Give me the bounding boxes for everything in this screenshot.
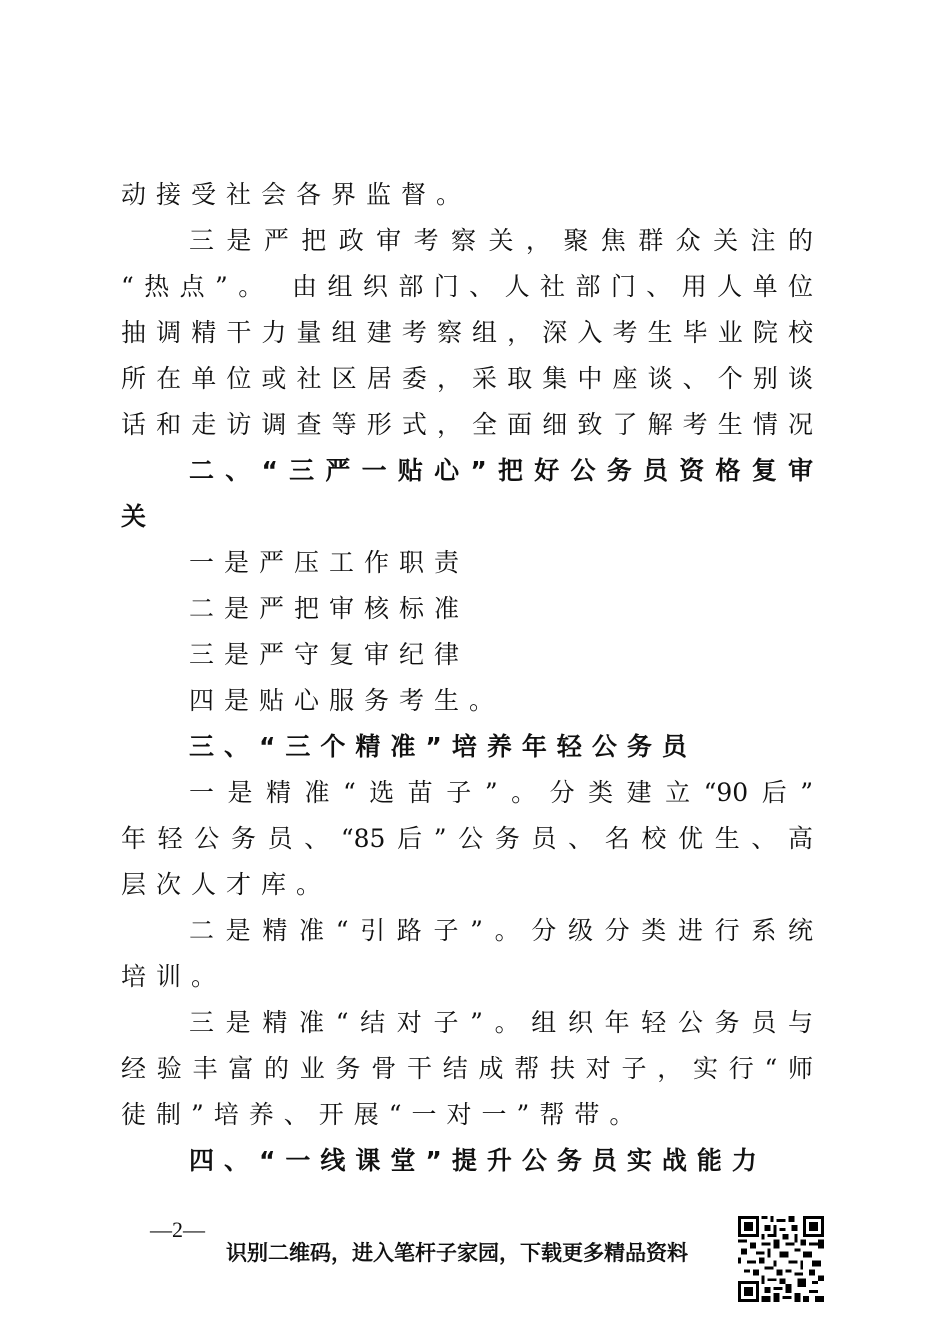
text-line-6: 话和走访调查等形式，全面细致了解考生情况 (121, 410, 813, 439)
text-line-19: 三是精准“结对子”。组织年轻公务员与 (189, 1008, 813, 1037)
section-heading-2: 二、“三严一贴心”把好公务员资格复审 (189, 456, 813, 485)
text-line-3: “热点”。 由组织部门、人社部门、用人单位 (121, 272, 813, 301)
text-line-18: 培训。 (121, 962, 227, 991)
text-line-2: 三是严把政审考察关，聚焦群众关注的 (189, 226, 813, 255)
text-line-12: 四是贴心服务考生。 (189, 686, 505, 715)
text-line-21: 徒制”培养、开展“一对一”帮带。 (121, 1100, 645, 1129)
text-line-14: 一是精准“选苗子”。分类建立“90后” (189, 778, 813, 807)
text-line-10: 二是严把审核标准 (189, 594, 470, 623)
text-line-1: 动接受社会各界监督。 (121, 180, 472, 209)
text-line-4: 抽调精干力量组建考察组，深入考生毕业院校 (121, 318, 813, 347)
text-line-11: 三是严守复审纪律 (189, 640, 470, 669)
text-line-9: 一是严压工作职责 (189, 548, 470, 577)
footer-note: 识别二维码，进入笔杆子家园，下载更多精品资料 (226, 1240, 688, 1265)
qr-code-icon (738, 1216, 824, 1302)
section-heading-2-cont: 关 (121, 502, 147, 531)
text-line-5: 所在单位或社区居委，采取集中座谈、个别谈 (121, 364, 813, 393)
section-heading-4: 四、“一线课堂”提升公务员实战能力 (189, 1146, 767, 1175)
section-heading-3: 三、“三个精准”培养年轻公务员 (189, 732, 697, 761)
page-number: —2— (150, 1217, 205, 1242)
text-line-16: 层次人才库。 (121, 870, 332, 899)
text-line-20: 经验丰富的业务骨干结成帮扶对子，实行“师 (121, 1054, 813, 1083)
text-line-17: 二是精准“引路子”。分级分类进行系统 (189, 916, 813, 945)
text-line-15: 年轻公务员、“85后”公务员、名校优生、高 (121, 824, 813, 853)
